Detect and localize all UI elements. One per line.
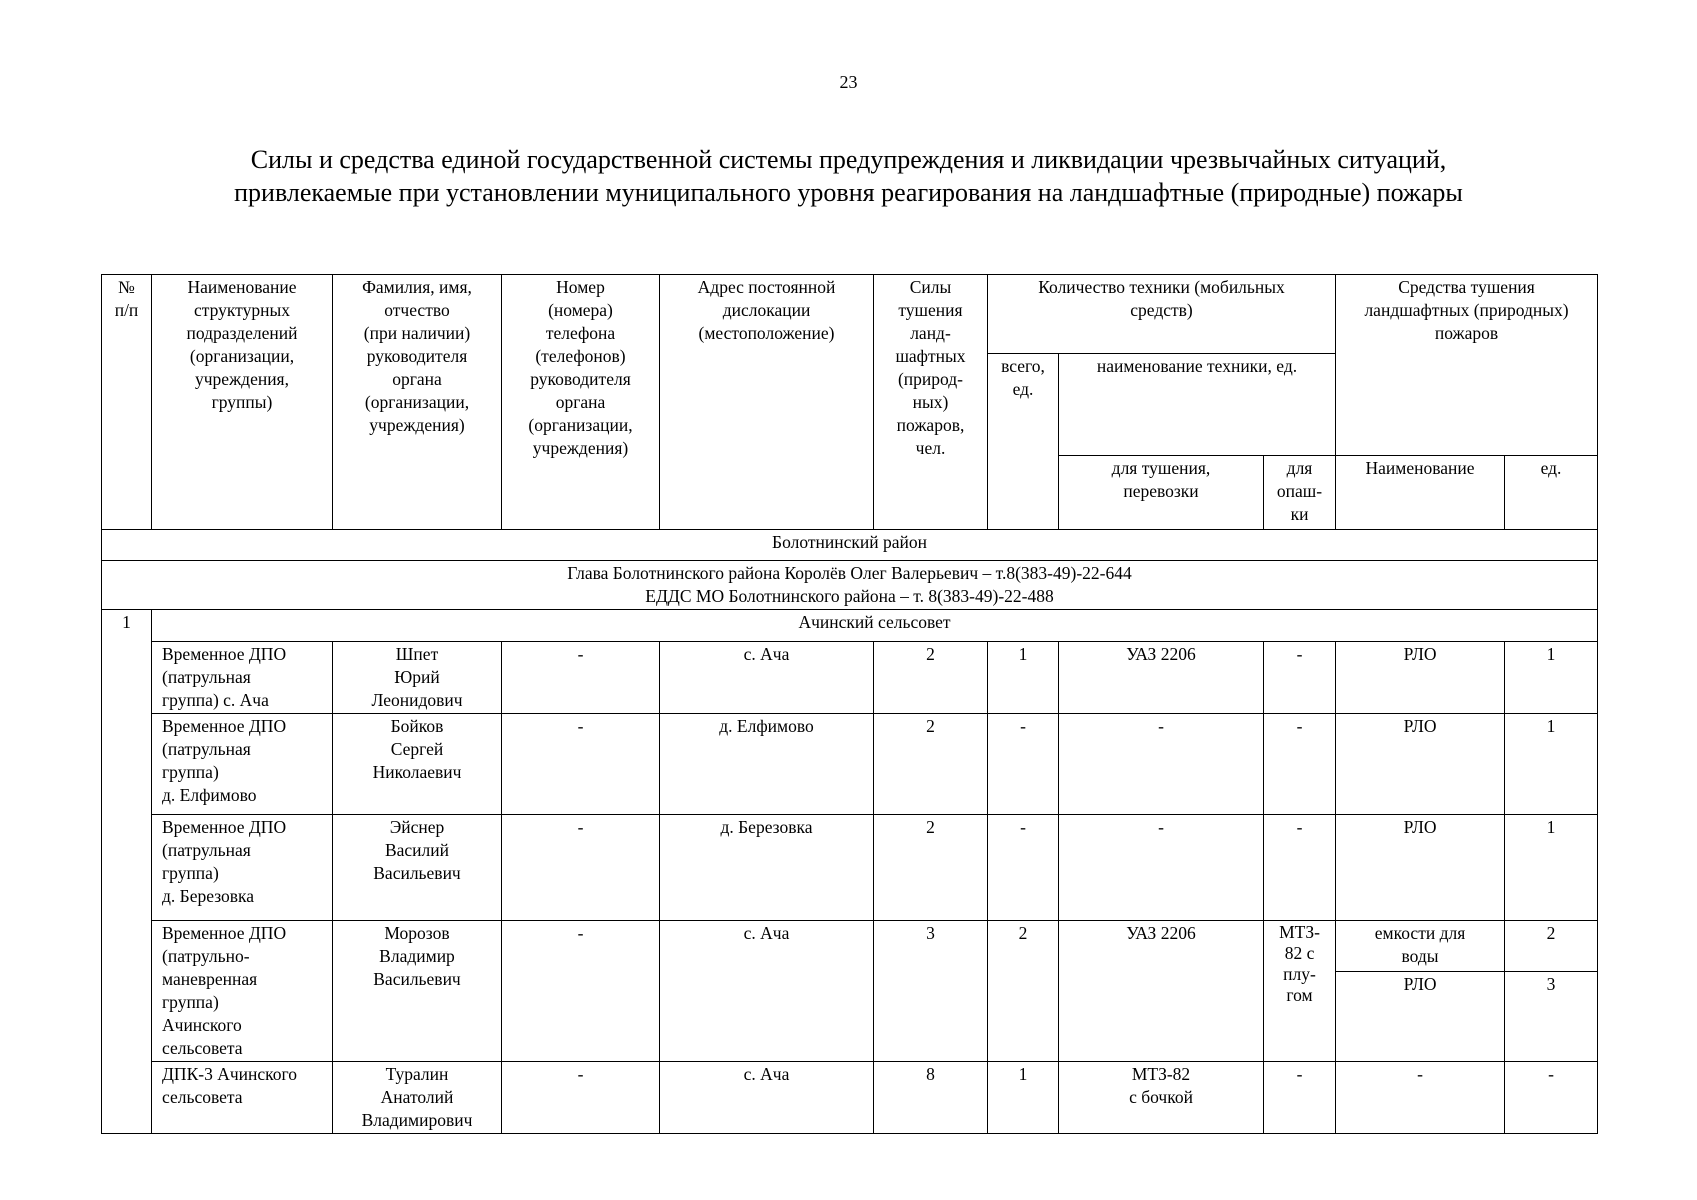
- page-number: 23: [839, 72, 858, 92]
- address: д. Елфимово: [660, 714, 874, 815]
- vehicles-extinguish: -: [1059, 815, 1264, 921]
- title-line-2: привлекаемые при установлении муниципального уровня реагирования на ландшафтные (природные) пожары: [234, 178, 1463, 207]
- address: д. Березовка: [660, 815, 874, 921]
- means-qty: 1: [1505, 642, 1598, 714]
- vehicles-plowing: -: [1264, 815, 1336, 921]
- vehicles-extinguish: УАЗ 2206: [1059, 642, 1264, 714]
- address: с. Ача: [660, 642, 874, 714]
- vehicles-extinguish: УАЗ 2206: [1059, 921, 1264, 1062]
- head-name: Морозов Владимир Васильевич: [333, 921, 502, 1062]
- header-total: всего, ед.: [988, 354, 1059, 530]
- header-phone: Номер (номера) телефона (телефонов) руководителя органа (организации, учреждения): [502, 275, 660, 530]
- section-name: Ачинский сельсовет: [152, 610, 1598, 642]
- vehicles-total: -: [988, 714, 1059, 815]
- vehicles-plowing: -: [1264, 642, 1336, 714]
- table-row: [102, 921, 1598, 972]
- forces-count: 3: [874, 921, 988, 1062]
- header-means-name: Наименование: [1336, 456, 1505, 530]
- vehicles-total: 2: [988, 921, 1059, 1062]
- header-vehicle-names: наименование техники, ед.: [1059, 354, 1336, 456]
- address: с. Ача: [660, 1062, 874, 1134]
- header-vehicles: Количество техники (мобильных средств): [988, 275, 1336, 354]
- table-row: [102, 815, 1598, 921]
- unit-name: ДПК-3 Ачинского сельсовета: [152, 1062, 333, 1134]
- head-name: Шпет Юрий Леонидович: [333, 642, 502, 714]
- title-line-1: Силы и средства единой государственной системы предупреждения и ликвидации чрезвычайных ситуаций,: [250, 145, 1447, 174]
- means-name-2: РЛО: [1336, 972, 1505, 1062]
- means-qty: 1: [1505, 815, 1598, 921]
- header-unit: Наименование структурных подразделений (организации, учреждения, группы): [152, 275, 333, 530]
- header-num: № п/п: [102, 275, 152, 530]
- means-name: РЛО: [1336, 815, 1505, 921]
- district-head-contact: Глава Болотнинского района Королёв Олег Валерьевич – т.8(383-49)-22-644: [567, 563, 1132, 583]
- phone: -: [502, 1062, 660, 1134]
- means-qty-2: 3: [1505, 972, 1598, 1062]
- header-means-unit: ед.: [1505, 456, 1598, 530]
- means-name: РЛО: [1336, 642, 1505, 714]
- header-forces: Силы тушения ланд- шафтных (природ- ных) пожаров, чел.: [874, 275, 988, 530]
- document-title: [0, 143, 1697, 209]
- header-plowing: для опаш- ки: [1264, 456, 1336, 530]
- means-qty: 2: [1505, 921, 1598, 972]
- vehicles-total: 1: [988, 642, 1059, 714]
- forces-count: 2: [874, 815, 988, 921]
- vehicles-plowing: МТЗ- 82 с плу- гом: [1264, 921, 1336, 1062]
- means-name: емкости для воды: [1336, 921, 1505, 972]
- phone: -: [502, 815, 660, 921]
- means-name: -: [1336, 1062, 1505, 1134]
- head-name: Эйснер Василий Васильевич: [333, 815, 502, 921]
- forces-table: [101, 274, 1598, 1134]
- means-qty: 1: [1505, 714, 1598, 815]
- vehicles-extinguish: МТЗ-82 с бочкой: [1059, 1062, 1264, 1134]
- table-row: [102, 1062, 1598, 1134]
- means-name: РЛО: [1336, 714, 1505, 815]
- header-address: Адрес постоянной дислокации (местоположение): [660, 275, 874, 530]
- header-extinguish: для тушения, перевозки: [1059, 456, 1264, 530]
- vehicles-plowing: -: [1264, 1062, 1336, 1134]
- header-means: Средства тушения ландшафтных (природных) пожаров: [1336, 275, 1598, 456]
- section-number: 1: [102, 610, 152, 1134]
- phone: -: [502, 642, 660, 714]
- vehicles-extinguish: -: [1059, 714, 1264, 815]
- district-contacts: [102, 561, 1598, 610]
- unit-name: Временное ДПО (патрульная группа) д. Елфимово: [152, 714, 333, 815]
- unit-name: Временное ДПО (патрульно- маневренная группа) Ачинского сельсовета: [152, 921, 333, 1062]
- head-name: Туралин Анатолий Владимирович: [333, 1062, 502, 1134]
- district-name: Болотнинский район: [102, 530, 1598, 561]
- address: с. Ача: [660, 921, 874, 1062]
- forces-count: 8: [874, 1062, 988, 1134]
- unit-name: Временное ДПО (патрульная группа) с. Ача: [152, 642, 333, 714]
- vehicles-plowing: -: [1264, 714, 1336, 815]
- head-name: Бойков Сергей Николаевич: [333, 714, 502, 815]
- header-head-name: Фамилия, имя, отчество (при наличии) руководителя органа (организации, учреждения): [333, 275, 502, 530]
- forces-count: 2: [874, 642, 988, 714]
- phone: -: [502, 921, 660, 1062]
- phone: -: [502, 714, 660, 815]
- district-edds-contact: ЕДДС МО Болотнинского района – т. 8(383-49)-22-488: [645, 586, 1054, 606]
- table-row: [102, 714, 1598, 815]
- unit-name: Временное ДПО (патрульная группа) д. Березовка: [152, 815, 333, 921]
- means-qty: -: [1505, 1062, 1598, 1134]
- vehicles-total: 1: [988, 1062, 1059, 1134]
- forces-count: 2: [874, 714, 988, 815]
- vehicles-total: -: [988, 815, 1059, 921]
- table-row: [102, 642, 1598, 714]
